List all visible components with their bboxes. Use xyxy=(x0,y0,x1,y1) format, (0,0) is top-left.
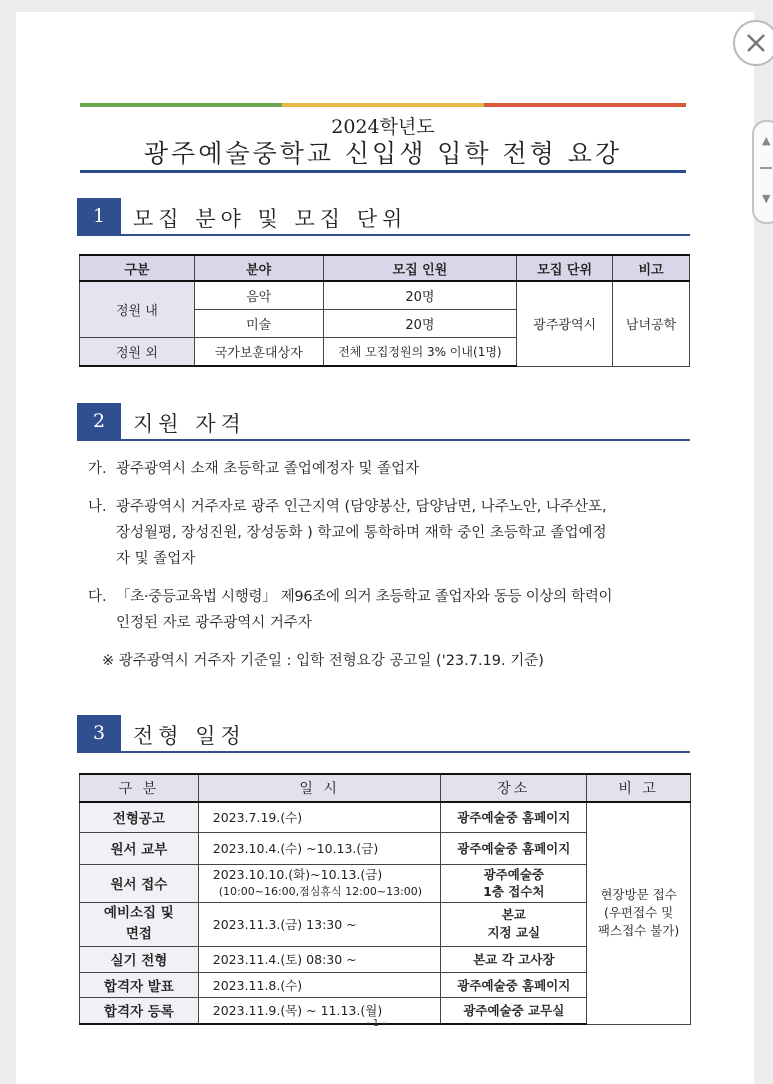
title-underline xyxy=(80,170,686,173)
list-item-line: 장성월평, 장성진원, 장성동화 ) 학교에 통학하며 재학 중인 초등학교 졸업예정 xyxy=(116,525,607,541)
schedule-date xyxy=(198,864,441,902)
schedule-place: 광주예술중 홈페이지 xyxy=(441,802,587,832)
note-cell: 남녀공학 xyxy=(613,281,690,366)
schedule-label: 실기 전형 xyxy=(80,946,199,972)
table-header: 분야 xyxy=(194,255,323,281)
close-icon xyxy=(745,32,767,54)
schedule-date: 2023.10.4.(수) ~10.13.(금) xyxy=(198,832,441,864)
schedule-date-line: (10:00~16:00,점심휴식 12:00~13:00) xyxy=(218,885,423,898)
schedule-date: 2023.11.3.(금) 13:30 ~ xyxy=(198,902,441,946)
list-marker: 가. xyxy=(88,461,107,477)
schedule-date: 2023.11.9.(목) ~ 11.13.(월) xyxy=(198,997,441,1024)
section-number: 3 xyxy=(77,715,121,751)
chevron-down-icon[interactable]: ▼ xyxy=(762,192,771,205)
table-header-row xyxy=(80,255,690,281)
schedule-label-line: 면접 xyxy=(125,926,152,942)
section-title: 지원 자격 xyxy=(133,412,246,436)
note-text: ※ 광주광역시 거주자 기준일 : 입학 전형요강 공고일 ('23.7.19. 기준) xyxy=(102,653,544,669)
schedule-table xyxy=(79,773,691,1025)
field-cell: 음악 xyxy=(194,281,323,310)
section-underline xyxy=(77,439,690,441)
unit-cell: 광주광역시 xyxy=(517,281,613,366)
table-header: 구 분 xyxy=(80,774,199,802)
table-row xyxy=(80,281,690,310)
field-cell: 국가보훈대상자 xyxy=(194,338,323,367)
remark-line: (우편접수 및 xyxy=(603,905,674,921)
list-item-line: 자 및 졸업자 xyxy=(116,551,196,567)
section-number: 1 xyxy=(77,198,121,234)
schedule-date: 2023.11.8.(수) xyxy=(198,972,441,997)
schedule-date-line: 2023.10.10.(화)~10.13.(금) xyxy=(212,867,383,882)
schedule-remark xyxy=(587,802,691,1024)
schedule-label xyxy=(80,902,199,946)
schedule-place-line: 본교 xyxy=(501,907,526,922)
list-marker: 다. xyxy=(88,589,107,605)
header-color-bar-green xyxy=(80,103,282,107)
schedule-place: 광주예술중 교무실 xyxy=(441,997,587,1024)
schedule-label: 합격자 등록 xyxy=(80,997,199,1024)
schedule-place-line: 지정 교실 xyxy=(487,925,541,940)
schedule-label-line: 예비소집 및 xyxy=(103,905,174,921)
document-title: 광주예술중학교 신입생 입학 전형 요강 xyxy=(143,139,623,168)
close-button[interactable] xyxy=(733,20,773,66)
schedule-label: 합격자 발표 xyxy=(80,972,199,997)
section-number: 2 xyxy=(77,403,121,439)
list-item-line: 광주광역시 거주자로 광주 인근지역 (담양봉산, 담양남면, 나주노안, 나주산포, xyxy=(116,499,607,515)
grip-icon xyxy=(760,167,772,169)
field-cell: 미술 xyxy=(194,310,323,338)
table-header: 모집 단위 xyxy=(517,255,613,281)
table-header: 비 고 xyxy=(587,774,691,802)
count-cell: 20명 xyxy=(323,281,517,310)
schedule-place-line: 광주예술중 xyxy=(483,867,544,882)
recruitment-table xyxy=(79,254,690,367)
table-row xyxy=(80,802,691,832)
list-item-line: 「초·중등교육법 시행령」 제96조에 의거 초등학교 졸업자와 동등 이상의 학력이 xyxy=(116,589,613,605)
list-item-line: 인정된 자로 광주광역시 거주자 xyxy=(116,615,312,631)
table-header: 장소 xyxy=(441,774,587,802)
schedule-place xyxy=(441,864,587,902)
section-underline xyxy=(77,234,690,236)
chevron-up-icon[interactable]: ▲ xyxy=(762,134,771,147)
schedule-date: 2023.11.4.(토) 08:30 ~ xyxy=(198,946,441,972)
table-header: 모집 인원 xyxy=(323,255,517,281)
row-label: 정원 내 xyxy=(80,281,195,338)
schedule-label: 전형공고 xyxy=(80,802,199,832)
table-header: 구분 xyxy=(80,255,195,281)
row-label: 정원 외 xyxy=(80,338,195,367)
section-title: 모집 분야 및 모집 단위 xyxy=(133,207,408,231)
remark-line: 현장방문 접수 xyxy=(600,887,677,903)
table-header-row xyxy=(80,774,691,802)
header-color-bar-yellow xyxy=(282,103,484,107)
schedule-date: 2023.7.19.(수) xyxy=(198,802,441,832)
schedule-label: 원서 교부 xyxy=(80,832,199,864)
schedule-place: 본교 각 고사장 xyxy=(441,946,587,972)
remark-line: 팩스접수 불가) xyxy=(597,923,680,939)
schedule-place-line: 1층 접수처 xyxy=(483,884,545,899)
list-item: 광주광역시 소재 초등학교 졸업예정자 및 졸업자 xyxy=(116,461,420,477)
header-color-bar-red xyxy=(484,103,686,107)
scroll-handle[interactable] xyxy=(752,120,773,224)
schedule-place: 광주예술중 홈페이지 xyxy=(441,832,587,864)
section-underline xyxy=(77,751,690,753)
count-cell: 전체 모집정원의 3% 이내(1명) xyxy=(323,338,517,367)
table-header: 비고 xyxy=(613,255,690,281)
schedule-place xyxy=(441,902,587,946)
section-title: 전형 일정 xyxy=(133,724,246,748)
list-marker: 나. xyxy=(88,499,107,515)
count-cell: 20명 xyxy=(323,310,517,338)
table-header: 일 시 xyxy=(198,774,441,802)
document-year: 2024학년도 xyxy=(331,116,435,138)
page-number: - 1 - xyxy=(366,1018,386,1029)
schedule-place: 광주예술중 홈페이지 xyxy=(441,972,587,997)
schedule-label: 원서 접수 xyxy=(80,864,199,902)
